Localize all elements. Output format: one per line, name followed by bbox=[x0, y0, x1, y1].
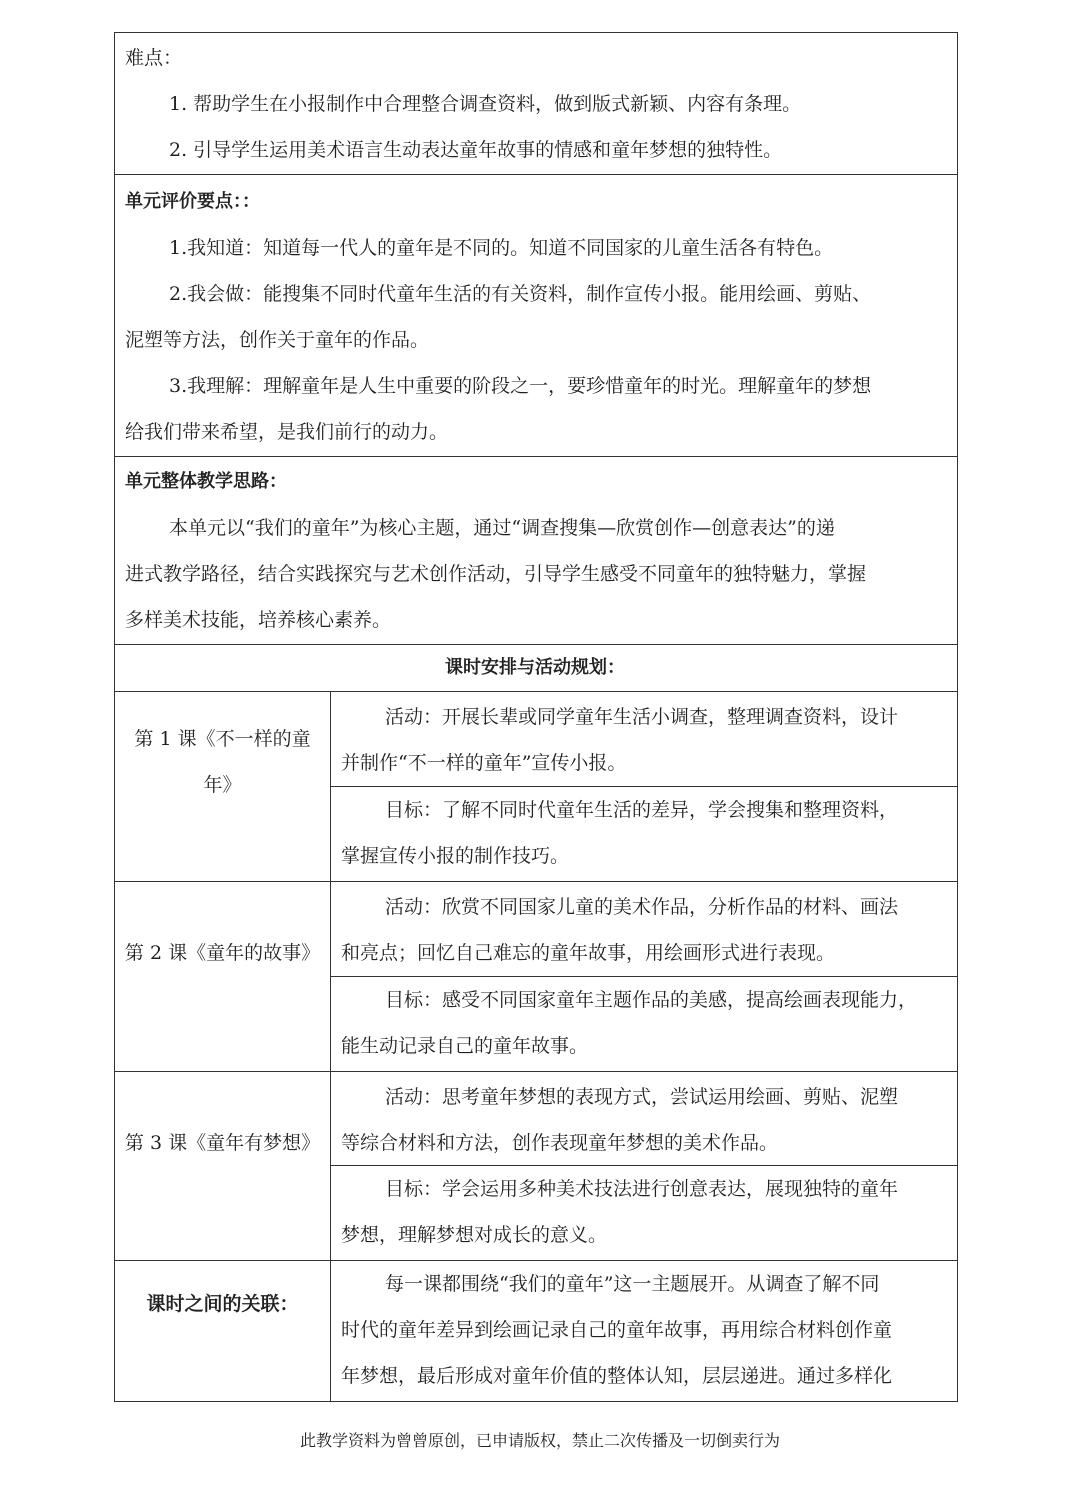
approach-section bbox=[115, 457, 957, 645]
lesson-goal-cell bbox=[331, 1166, 957, 1261]
evaluation-line: 泥塑等方法，创作关于童年的作品。 bbox=[125, 329, 430, 351]
lesson-title: 第 1 课《不一样的童 bbox=[134, 728, 311, 750]
lesson-title: 第 2 课《童年的故事》 bbox=[124, 942, 321, 964]
goal-line: 掌握宣传小报的制作技巧。 bbox=[341, 845, 570, 867]
evaluation-line: 2.我会做：能搜集不同时代童年生活的有关资料，制作宣传小报。能用绘画、剪贴、 bbox=[169, 283, 872, 305]
goal-line: 梦想，理解梦想对成长的意义。 bbox=[341, 1224, 608, 1246]
relation-line: 年梦想，最后形成对童年价值的整体认知，层层递进。通过多样化 bbox=[341, 1365, 893, 1387]
relation-heading-cell bbox=[115, 1261, 331, 1401]
lesson-activity-cell bbox=[331, 882, 957, 977]
evaluation-line: 3.我理解：理解童年是人生中重要的阶段之一，要珍惜童年的时光。理解童年的梦想 bbox=[169, 375, 872, 397]
activity-line: 并制作“不一样的童年”宣传小报。 bbox=[341, 752, 627, 774]
approach-line: 进式教学路径，结合实践探究与艺术创作活动，引导学生感受不同童年的独特魅力，掌握 bbox=[125, 563, 867, 585]
goal-line: 目标：感受不同国家童年主题作品的美感，提高绘画表现能力， bbox=[385, 989, 918, 1011]
relation-row bbox=[115, 1261, 957, 1401]
evaluation-section bbox=[115, 175, 957, 457]
difficulty-section bbox=[115, 33, 957, 175]
evaluation-heading: 单元评价要点：： bbox=[125, 191, 260, 212]
lesson-plan-table bbox=[114, 32, 958, 1402]
lesson-activity-cell bbox=[331, 1072, 957, 1166]
lesson-title-cell bbox=[115, 882, 331, 1071]
lesson-title-cell bbox=[115, 1072, 331, 1260]
relation-line: 每一课都围绕“我们的童年”这一主题展开。从调查了解不同 bbox=[385, 1273, 880, 1295]
lesson-goal-cell bbox=[331, 787, 957, 882]
difficulty-item: 2. 引导学生运用美术语言生动表达童年故事的情感和童年梦想的独特性。 bbox=[169, 139, 783, 161]
evaluation-line: 给我们带来希望，是我们前行的动力。 bbox=[125, 421, 449, 443]
relation-heading: 课时之间的关联： bbox=[146, 1293, 299, 1315]
activity-line: 活动：开展长辈或同学童年生活小调查，整理调查资料，设计 bbox=[385, 706, 899, 728]
goal-line: 目标：学会运用多种美术技法进行创意表达，展现独特的童年 bbox=[385, 1178, 899, 1200]
difficulty-item: 1. 帮助学生在小报制作中合理整合调查资料，做到版式新颖、内容有条理。 bbox=[169, 93, 802, 115]
schedule-heading-row bbox=[115, 645, 957, 692]
evaluation-line: 1.我知道：知道每一代人的童年是不同的。知道不同国家的儿童生活各有特色。 bbox=[169, 237, 834, 259]
approach-heading: 单元整体教学思路： bbox=[125, 471, 287, 492]
schedule-heading: 课时安排与活动规划： bbox=[445, 657, 625, 678]
lesson-row bbox=[115, 882, 957, 1072]
activity-line: 活动：欣赏不同国家儿童的美术作品，分析作品的材料、画法 bbox=[385, 896, 899, 918]
relation-line: 时代的童年差异到绘画记录自己的童年故事，再用综合材料创作童 bbox=[341, 1319, 893, 1341]
copyright-footer: 此教学资料为曾曾原创，已申请版权，禁止二次传播及一切倒卖行为 bbox=[299, 1431, 780, 1450]
activity-line: 活动：思考童年梦想的表现方式，尝试运用绘画、剪贴、泥塑 bbox=[385, 1086, 899, 1108]
approach-line: 多样美术技能，培养核心素养。 bbox=[125, 609, 392, 631]
activity-line: 和亮点；回忆自己难忘的童年故事，用绘画形式进行表现。 bbox=[341, 942, 836, 964]
lesson-row bbox=[115, 692, 957, 882]
activity-line: 等综合材料和方法，创作表现童年梦想的美术作品。 bbox=[341, 1132, 779, 1154]
approach-line: 本单元以“我们的童年”为核心主题，通过“调查搜集—欣赏创作—创意表达”的递 bbox=[169, 517, 835, 539]
goal-line: 目标：了解不同时代童年生活的差异，学会搜集和整理资料， bbox=[385, 799, 899, 821]
lesson-title-cell bbox=[115, 692, 331, 881]
lesson-goal-cell bbox=[331, 977, 957, 1072]
lesson-title: 年》 bbox=[203, 774, 242, 796]
difficulty-heading: 难点： bbox=[125, 47, 183, 69]
lesson-row bbox=[115, 1072, 957, 1261]
lesson-activity-cell bbox=[331, 692, 957, 787]
lesson-title: 第 3 课《童年有梦想》 bbox=[124, 1132, 321, 1154]
goal-line: 能生动记录自己的童年故事。 bbox=[341, 1035, 589, 1057]
